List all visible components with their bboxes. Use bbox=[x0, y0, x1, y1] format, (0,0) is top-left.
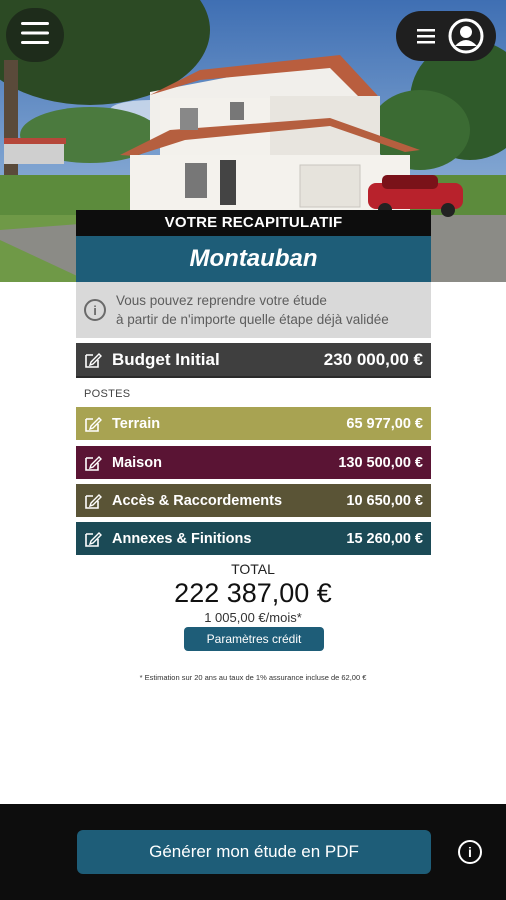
edit-icon bbox=[84, 492, 102, 510]
total-value: 222 387,00 € bbox=[174, 578, 332, 608]
poste-row-maison[interactable] bbox=[76, 446, 431, 479]
budget-initial-row[interactable] bbox=[76, 343, 431, 378]
poste-row-annexes-finitions[interactable] bbox=[76, 522, 431, 555]
city-name: Montauban bbox=[76, 236, 431, 282]
poste-value: 15 260,00 € bbox=[346, 530, 423, 547]
monthly-payment: 1 005,00 €/mois* bbox=[204, 610, 302, 625]
poste-row-acces-raccordements[interactable] bbox=[76, 484, 431, 517]
budget-label: Budget Initial bbox=[112, 349, 220, 369]
poste-value: 10 650,00 € bbox=[346, 492, 423, 509]
total-label: TOTAL bbox=[231, 561, 275, 577]
hamburger-icon bbox=[21, 22, 49, 49]
list-menu-icon[interactable] bbox=[417, 29, 435, 44]
recap-title: VOTRE RECAPITULATIF bbox=[76, 210, 431, 236]
postes-heading: POSTES bbox=[84, 388, 131, 400]
edit-icon bbox=[84, 530, 102, 548]
info-icon[interactable]: i bbox=[458, 840, 482, 864]
info-banner bbox=[76, 282, 431, 338]
budget-value: 230 000,00 € bbox=[323, 349, 423, 369]
estimation-footnote: * Estimation sur 20 ans au taux de 1% assurance incluse de 62,00 € bbox=[139, 673, 367, 682]
info-circle-icon: i bbox=[84, 299, 106, 321]
edit-icon bbox=[84, 454, 102, 472]
user-account-icon[interactable] bbox=[448, 18, 484, 54]
info-text-line2: à partir de n'importe quelle étape déjà validée bbox=[116, 312, 389, 327]
poste-value: 130 500,00 € bbox=[338, 454, 423, 471]
generate-pdf-button[interactable]: Générer mon étude en PDF bbox=[77, 830, 431, 874]
hamburger-menu-button[interactable] bbox=[6, 8, 64, 62]
info-text-line1: Vous pouvez reprendre votre étude bbox=[116, 293, 327, 308]
poste-row-terrain[interactable] bbox=[76, 407, 431, 440]
header-actions-pill bbox=[396, 11, 496, 61]
poste-label: Accès & Raccordements bbox=[112, 492, 283, 509]
poste-label: Annexes & Finitions bbox=[112, 530, 252, 547]
credit-settings-button[interactable]: Paramètres crédit bbox=[184, 627, 324, 651]
edit-icon bbox=[84, 415, 102, 433]
edit-icon bbox=[84, 351, 102, 369]
poste-label: Maison bbox=[112, 454, 162, 471]
poste-value: 65 977,00 € bbox=[346, 415, 423, 432]
info-text bbox=[116, 291, 389, 329]
poste-label: Terrain bbox=[112, 415, 161, 432]
